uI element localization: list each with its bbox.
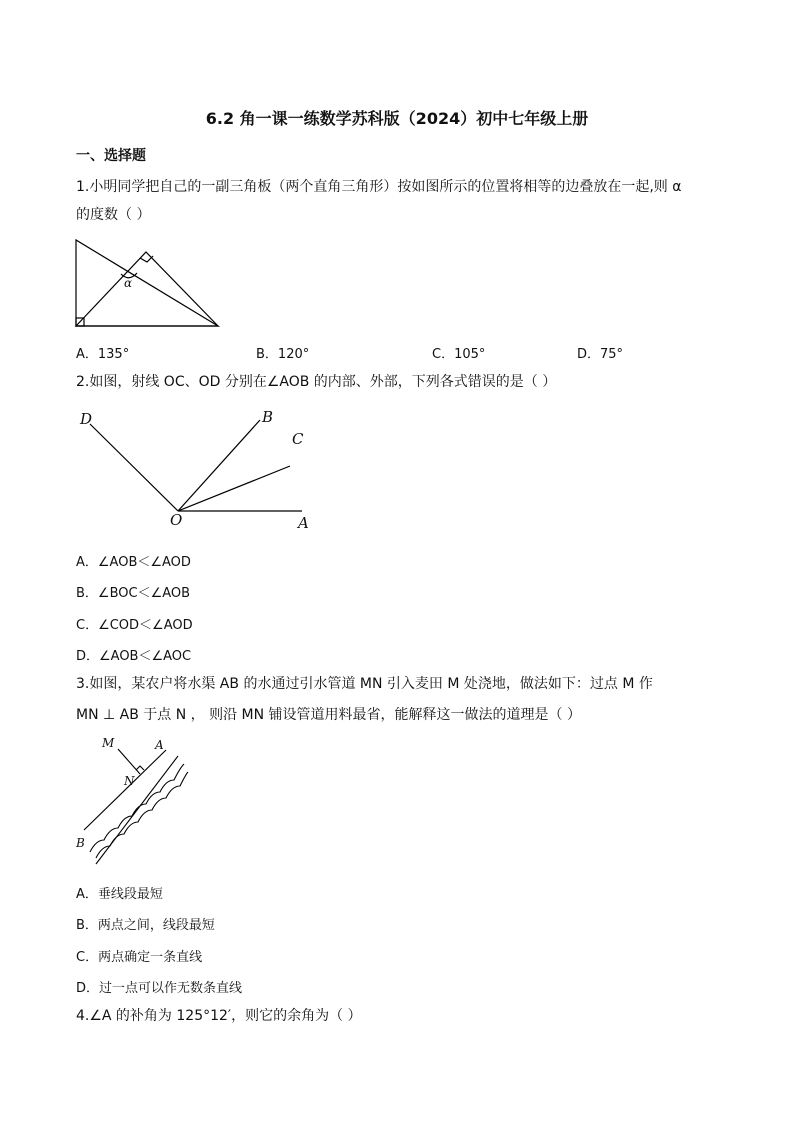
q3-option-a[interactable]: A．垂线段最短 [76,887,163,902]
q1-option-c[interactable]: C．105° [432,347,486,362]
question-3-text-line1: 3.如图，某农户将水渠 AB 的水通过引水管道 MN 引入麦田 M 处浇地，做法如下：过点 M 作 [76,676,653,692]
label-o: O [170,511,183,529]
label-m: M [102,736,115,750]
q3-option-d[interactable]: D．过一点可以作无数条直线 [76,981,243,996]
question-1-text-line1: 1.小明同学把自己的一副三角板（两个直角三角形）按如图所示的位置将相等的边叠放在一起,则 α [76,179,682,195]
label-n: N [124,774,135,788]
section-heading: 一、选择题 [76,148,146,164]
alpha-label: α [124,276,133,290]
question-4-text: 4.∠A 的补角为 125°12′，则它的余角为（ ） [76,1008,362,1024]
q2-option-b[interactable]: B．∠BOC＜∠AOB [76,586,191,601]
q3-option-c[interactable]: C．两点确定一条直线 [76,950,203,965]
page-title: 6.2 角一课一练数学苏科版（2024）初中七年级上册 [205,109,589,128]
label-a-q3: A [155,738,164,752]
q1-option-b[interactable]: B．120° [256,347,310,362]
label-b-q3: B [76,836,85,850]
q1-option-a[interactable]: A．135° [76,347,130,362]
label-c: C [292,430,304,448]
water-wave-1 [90,764,184,852]
label-a: A [298,514,309,532]
canal-bank-right [96,756,178,864]
question-3-text-line2: MN ⊥ AB 于点 N ， 则沿 MN 铺设管道用料最省，能解释这一做法的道理是（ ） [76,707,582,723]
q1-option-d[interactable]: D．75° [577,347,624,362]
question-2-text: 2.如图，射线 OC、OD 分别在∠AOB 的内部、外部，下列各式错误的是（ ） [76,374,557,390]
q2-option-c[interactable]: C．∠COD＜∠AOD [76,618,193,633]
q2-option-d[interactable]: D．∠AOB＜∠AOC [76,649,192,664]
q2-option-a[interactable]: A．∠AOB＜∠AOD [76,555,191,570]
right-angle-mark-n [136,766,144,770]
q3-option-b[interactable]: B．两点之间，线段最短 [76,918,215,933]
label-d: D [80,410,93,428]
question-1-text-line2: 的度数（ ） [76,207,151,223]
label-b: B [262,408,274,426]
pipe-mn [118,749,140,774]
